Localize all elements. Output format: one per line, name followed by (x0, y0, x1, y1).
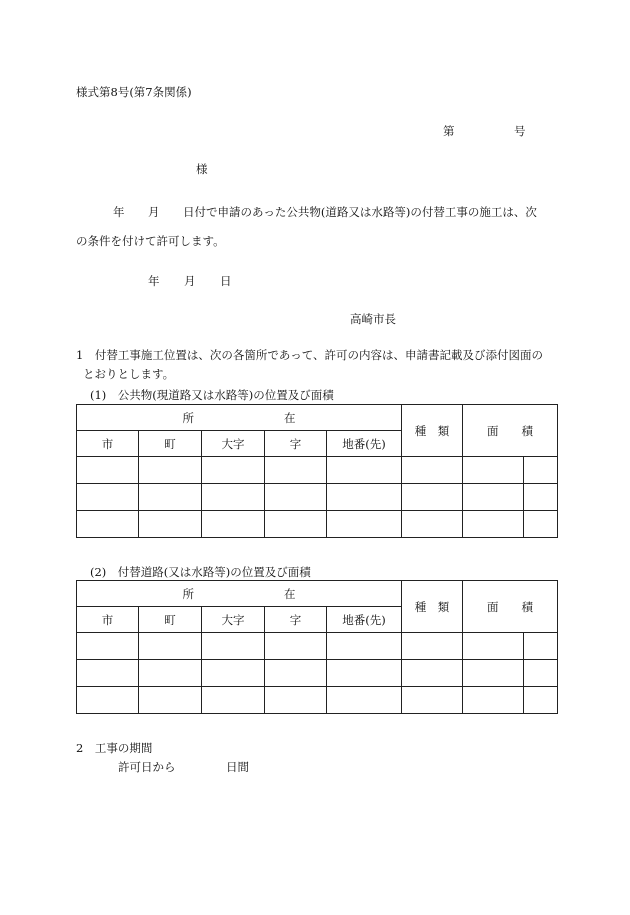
col-aza: 字 (265, 431, 327, 457)
table-row (77, 457, 558, 484)
location-header (77, 405, 402, 431)
col-city: 市 (77, 431, 139, 457)
section1-line2: とおりとします。 (83, 367, 175, 381)
kind-header: 種 類 (402, 405, 463, 457)
sub2-label: (2) 付替道路(又は水路等)の位置及び面積 (90, 565, 311, 579)
location-header-b: 在 (284, 410, 296, 425)
area-header: 面 積 (463, 581, 558, 633)
col-city: 市 (77, 607, 139, 633)
addressee-honorific: 様 (196, 162, 208, 176)
sub1-label: (1) 公共物(現道路又は水路等)の位置及び面積 (90, 388, 334, 402)
location-header-b: 在 (284, 586, 296, 601)
table-public-property (76, 404, 558, 538)
section1-line1: 1 付替工事施工位置は、次の各箇所であって、許可の内容は、申請書記載及び添付図面の (76, 348, 543, 362)
body-text-line2: の条件を付けて許可します。 (76, 234, 225, 248)
section2-from: 許可日から (118, 760, 176, 774)
col-oaza: 大字 (202, 607, 265, 633)
col-town: 町 (139, 431, 202, 457)
date-year: 年 (148, 274, 160, 288)
doc-number-prefix: 第 (443, 124, 455, 138)
kind-header: 種 類 (402, 581, 463, 633)
area-header: 面 積 (463, 405, 558, 457)
col-town: 町 (139, 607, 202, 633)
col-lot-number: 地番(先) (327, 607, 402, 633)
table-row (77, 633, 558, 660)
table-row (77, 511, 558, 538)
section2-title: 2 工事の期間 (76, 741, 153, 755)
location-header-a: 所 (182, 586, 194, 601)
doc-number-suffix: 号 (514, 124, 526, 138)
col-oaza: 大字 (202, 431, 265, 457)
table-row (77, 687, 558, 714)
table-row (77, 660, 558, 687)
issuer-title: 高崎市長 (350, 312, 396, 326)
form-number: 様式第8号(第7条関係) (76, 85, 192, 99)
body-text-line1: 日付で申請のあった公共物(道路又は水路等)の付替工事の施工は、次 (183, 205, 537, 219)
col-lot-number: 地番(先) (327, 431, 402, 457)
table-row (77, 484, 558, 511)
date-month: 月 (184, 274, 196, 288)
location-header-a: 所 (182, 410, 194, 425)
body-year: 年 (113, 205, 125, 219)
col-aza: 字 (265, 607, 327, 633)
section2-days: 日間 (226, 760, 249, 774)
date-day: 日 (220, 274, 232, 288)
body-month: 月 (148, 205, 160, 219)
table-replacement-road (76, 580, 558, 714)
location-header (77, 581, 402, 607)
